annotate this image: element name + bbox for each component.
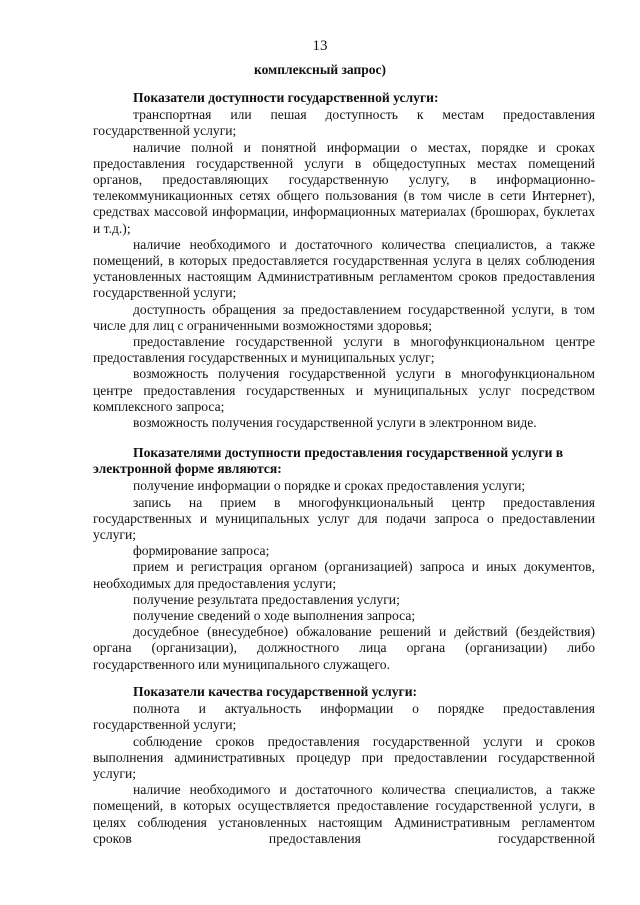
section-heading: Показателями доступности предоставления государственной услуги в электронной форме являются:	[93, 445, 564, 477]
section-heading: Показатели качества государственной услуги:	[133, 684, 418, 699]
paragraph: наличие полной и понятной информации о местах, порядке и сроках предоставления государственной услуги в общедоступных местах помещений органов, предоставляющих государственную услугу, в информационно-телекоммуникационных сетях общего пользования (в том числе в сети Интернет), средствах массовой информации, информационных материалах (брошюрах, буклетах и т.д.);	[93, 139, 595, 236]
paragraph: наличие необходимого и достаточного количества специалистов, а также помещений, в которых предоставляется государственная услуга в целях соблюдения установленных настоящим Административным регламентом сроков предоставления государственной услуги;	[93, 236, 595, 301]
paragraph: прием и регистрация органом (организацией) запроса и иных документов, необходимых для предоставления услуги;	[93, 559, 595, 591]
page-number: 13	[312, 38, 328, 54]
paragraph: транспортная или пешая доступность к местам предоставления государственной услуги;	[93, 107, 595, 139]
paragraph: полнота и актуальность информации о порядке предоставления государственной услуги;	[93, 701, 595, 733]
section-quality	[93, 684, 595, 847]
section-heading: Показатели доступности государственной услуги:	[133, 90, 439, 105]
paragraph: получение результата предоставления услуги;	[133, 591, 400, 607]
paragraph: доступность обращения за предоставлением государственной услуги, в том числе для лиц с ограниченными возможностями здоровья;	[93, 301, 595, 333]
paragraph: наличие необходимого и достаточного количества специалистов, а также помещений, в которых осуществляется предоставление государственной услуги, в целях соблюдения установленных настоящим Административным регламентом сроков предоставления государственной	[93, 782, 595, 846]
paragraph: досудебное (внесудебное) обжалование решений и действий (бездействия) органа (организации), должностного лица органа (организации) либо государственного или муниципального служащего.	[93, 624, 595, 672]
paragraph: соблюдение сроков предоставления государственной услуги и сроков выполнения административных процедур при предоставлении государственной услуги;	[93, 733, 595, 782]
paragraph: запись на прием в многофункциональный центр предоставления государственных и муниципальных услуг для подачи запроса о предоставлении услуги;	[93, 494, 595, 543]
paragraph: получение информации о порядке и сроках предоставления услуги;	[133, 478, 526, 494]
paragraph: формирование запроса;	[133, 543, 270, 559]
paragraph: возможность получения государственной услуги в электронном виде.	[133, 415, 537, 431]
continuation-line: комплексный запрос)	[253, 62, 387, 77]
paragraph: предоставление государственной услуги в многофункциональном центре предоставления государственных и муниципальных услуг;	[93, 334, 595, 366]
paragraph: получение сведений о ходе выполнения запроса;	[133, 608, 416, 624]
paragraph: возможность получения государственной услуги в многофункциональном центре предоставления государственных и муниципальных услуг посредством комплексного запроса;	[93, 366, 595, 414]
section-accessibility	[93, 90, 595, 431]
section-electronic-accessibility	[93, 445, 595, 673]
